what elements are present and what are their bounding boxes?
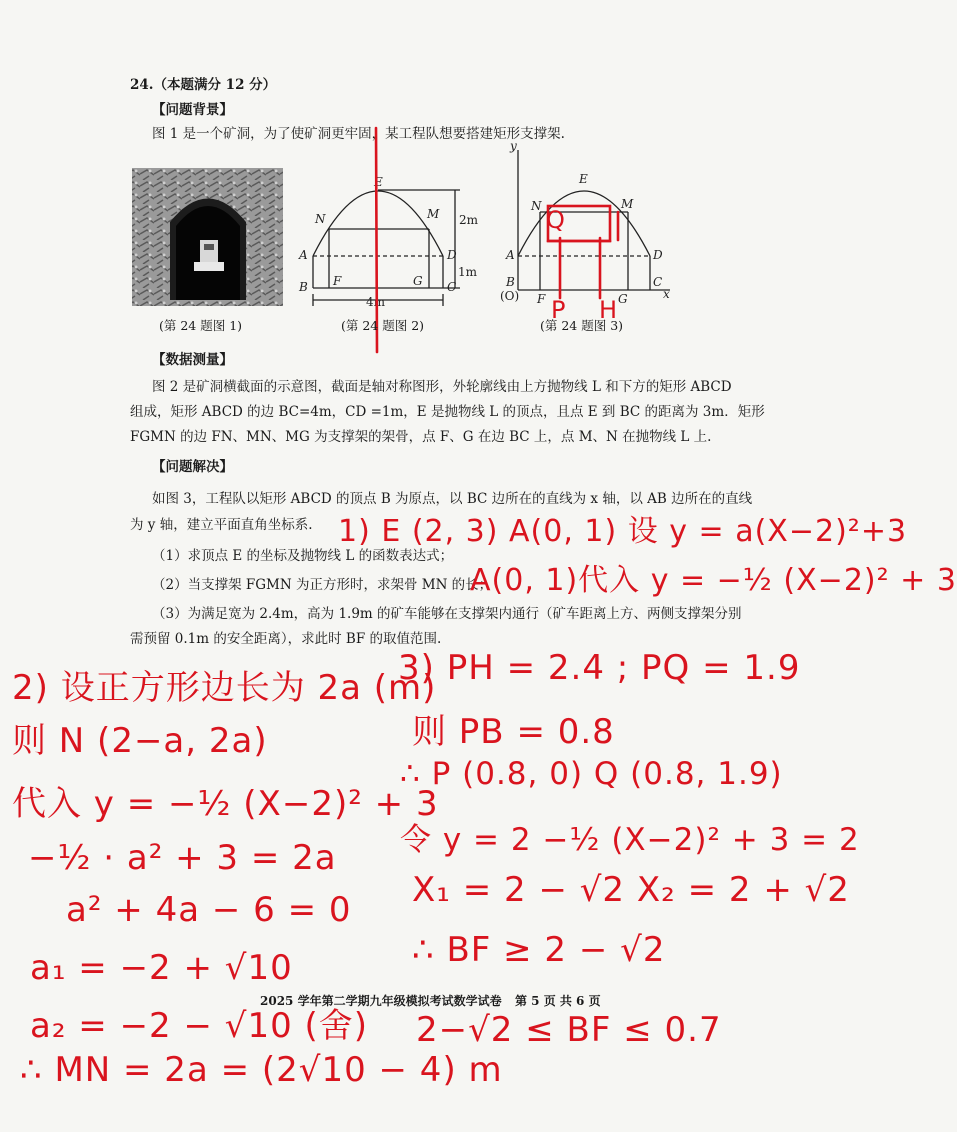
fig2-label-n: N	[315, 212, 326, 226]
footer-page: 第 5 页 共 6 页	[515, 994, 601, 1008]
figure-3-diagram	[518, 150, 670, 290]
footer-title: 2025 学年第二学期九年级模拟考试数学试卷	[260, 994, 502, 1008]
hw-right-4: 令 y = 2 −½ (X−2)² + 3 = 2	[400, 822, 860, 858]
hw-left-1: 2) 设正方形边长为 2a (m)	[12, 668, 437, 708]
hw-right-1: 3) PH = 2.4 ; PQ = 1.9	[398, 648, 801, 688]
ink-label-p: P	[551, 296, 566, 324]
ink-label-q: Q	[546, 206, 565, 234]
fig3-label-a: A	[506, 248, 515, 262]
fig2-label-f: F	[333, 274, 342, 288]
fig3-label-m: M	[621, 197, 634, 211]
hw-right-5: X₁ = 2 − √2 X₂ = 2 + √2	[412, 870, 850, 910]
fig3-label-e: E	[579, 172, 588, 186]
measure-line-2: 组成，矩形 ABCD 的边 BC=4m，CD =1m，E 是抛物线 L 的顶点，且点 E 到 BC 的距离为 3m．矩形	[130, 404, 765, 420]
background-text: 图 1 是一个矿洞，为了使矿洞更牢固，某工程队想要搭建矩形支撑架.	[152, 126, 565, 142]
solve-heading: 【问题解决】	[152, 459, 233, 475]
hw-left-8: ∴ MN = 2a = (2√10 − 4) m	[20, 1050, 503, 1090]
fig3-label-n: N	[531, 199, 542, 213]
fig2-label-1m: 1m	[458, 265, 478, 279]
question-3-line-2: 需预留 0.1m 的安全距离），求此时 BF 的取值范围.	[130, 631, 442, 647]
fig3-label-y: y	[510, 139, 517, 153]
fig2-label-c: C	[447, 280, 457, 294]
fig3-label-b: B	[506, 275, 515, 289]
figure-1-photo	[132, 168, 283, 306]
fig3-label-c: C	[653, 275, 663, 289]
measure-line-1: 图 2 是矿洞横截面的示意图，截面是轴对称图形，外轮廓线由上方抛物线 L 和下方的矩形 ABCD	[152, 379, 732, 395]
measure-line-3: FGMN 的边 FN、MN、MG 为支撑架的架骨，点 F、G 在边 BC 上，点 M、N 在抛物线 L 上.	[130, 429, 712, 445]
caption-figure-2: (第 24 题图 2)	[341, 318, 425, 333]
caption-figure-1: (第 24 题图 1)	[159, 318, 243, 333]
question-2: （2）当支撑架 FGMN 为正方形时，求架骨 MN 的长；	[152, 577, 493, 593]
background-heading: 【问题背景】	[152, 102, 233, 118]
hw-left-6: a₁ = −2 + √10	[30, 948, 293, 988]
hw-right-6: ∴ BF ≥ 2 − √2	[412, 930, 666, 970]
fig3-label-f: F	[537, 292, 546, 306]
measure-heading: 【数据测量】	[152, 352, 233, 368]
hw-right-7: 2−√2 ≤ BF ≤ 0.7	[416, 1010, 722, 1050]
hw-left-3: 代入 y = −½ (X−2)² + 3	[12, 784, 439, 824]
fig3-label-g: G	[618, 292, 628, 306]
hw-right-3: ∴ P (0.8, 0) Q (0.8, 1.9)	[400, 756, 783, 792]
fig2-label-2m: 2m	[459, 213, 479, 227]
fig2-label-4m: 4m	[366, 295, 386, 309]
ink-label-h: H	[599, 296, 618, 324]
fig2-label-b: B	[299, 280, 308, 294]
hw-right-2: 则 PB = 0.8	[412, 712, 615, 752]
caption-figure-3: (第 24 题图 3)	[540, 318, 624, 333]
hw-left-4: −½ · a² + 3 = 2a	[28, 838, 337, 878]
solve-line-1: 如图 3，工程队以矩形 ABCD 的顶点 B 为原点，以 BC 边所在的直线为 x 轴，以 AB 边所在的直线	[152, 491, 753, 507]
handwriting-line-2: A(0, 1)代入 y = −½ (X−2)² + 3	[470, 563, 957, 598]
fig2-label-m: M	[427, 207, 440, 221]
fig2-label-a: A	[299, 248, 308, 262]
fig2-label-d: D	[447, 248, 457, 262]
solve-line-2: 为 y 轴，建立平面直角坐标系.	[130, 517, 313, 533]
handwriting-line-1: 1) E (2, 3) A(0, 1) 设 y = a(X−2)²+3	[338, 514, 908, 549]
hw-left-2: 则 N (2−a, 2a)	[12, 721, 268, 761]
fig2-label-g: G	[413, 274, 423, 288]
fig3-label-d: D	[653, 248, 663, 262]
hw-left-7: a₂ = −2 − √10 (舍)	[30, 1006, 369, 1046]
hw-left-5: a² + 4a − 6 = 0	[66, 890, 352, 930]
question-1: （1）求顶点 E 的坐标及抛物线 L 的函数表达式；	[152, 548, 454, 564]
fig3-label-x: x	[663, 287, 670, 301]
fig2-label-e: E	[374, 175, 383, 189]
question-3-line-1: （3）为满足宽为 2.4m，高为 1.9m 的矿车能够在支撑架内通行（矿车距离上方、两侧支撑架分别	[152, 606, 742, 622]
problem-number: 24.（本题满分 12 分）	[130, 77, 277, 93]
fig3-label-origin: (O)	[500, 289, 520, 303]
